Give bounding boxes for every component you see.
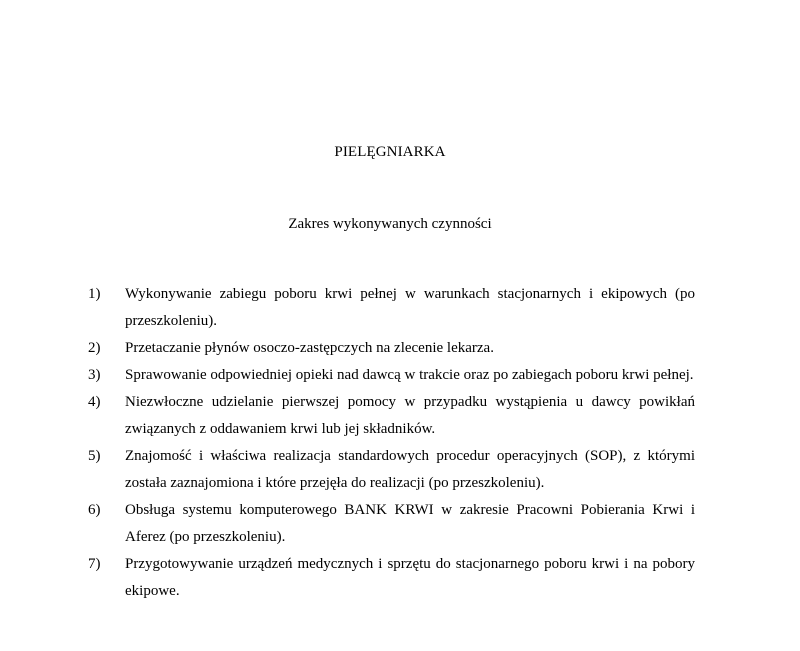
document-subtitle: Zakres wykonywanych czynności [288, 216, 492, 232]
list-item [88, 389, 695, 443]
list-item-number: 1) [88, 286, 101, 302]
list-item-text: Znajomość i właściwa realizacja standardowych procedur operacyjnych (SOP), z którymi została zaznajomiona i które przejęła do realizacji (po przeszkoleniu). [125, 448, 695, 491]
list-item-text: Obsługa systemu komputerowego BANK KRWI w zakresie Pracowni Pobierania Krwi i Aferez (po przeszkoleniu). [125, 502, 695, 545]
list-item [88, 335, 695, 362]
duties-list [88, 281, 695, 605]
list-item-text: Przetaczanie płynów osoczo-zastępczych na zlecenie lekarza. [125, 340, 494, 356]
list-item-text: Niezwłoczne udzielanie pierwszej pomocy w przypadku wystąpienia u dawcy powikłań związanych z oddawaniem krwi lub jej składników. [125, 394, 695, 437]
list-item-text: Wykonywanie zabiegu poboru krwi pełnej w warunkach stacjonarnych i ekipowych (po przeszkoleniu). [125, 286, 695, 329]
list-item [88, 443, 695, 497]
list-item-number: 7) [88, 556, 101, 572]
list-item-text: Przygotowywanie urządzeń medycznych i sprzętu do stacjonarnego poboru krwi i na pobory ekipowe. [125, 556, 695, 599]
list-item [88, 362, 695, 389]
list-item-number: 6) [88, 502, 101, 518]
list-item-number: 3) [88, 367, 101, 383]
list-item [88, 497, 695, 551]
document-title: PIELĘGNIARKA [334, 144, 446, 160]
list-item-text: Sprawowanie odpowiedniej opieki nad dawcą w trakcie oraz po zabiegach poboru krwi pełnej. [125, 367, 694, 383]
list-item-number: 5) [88, 448, 101, 464]
list-item [88, 551, 695, 605]
list-item [88, 281, 695, 335]
list-item-number: 2) [88, 340, 101, 356]
list-item-number: 4) [88, 394, 101, 410]
